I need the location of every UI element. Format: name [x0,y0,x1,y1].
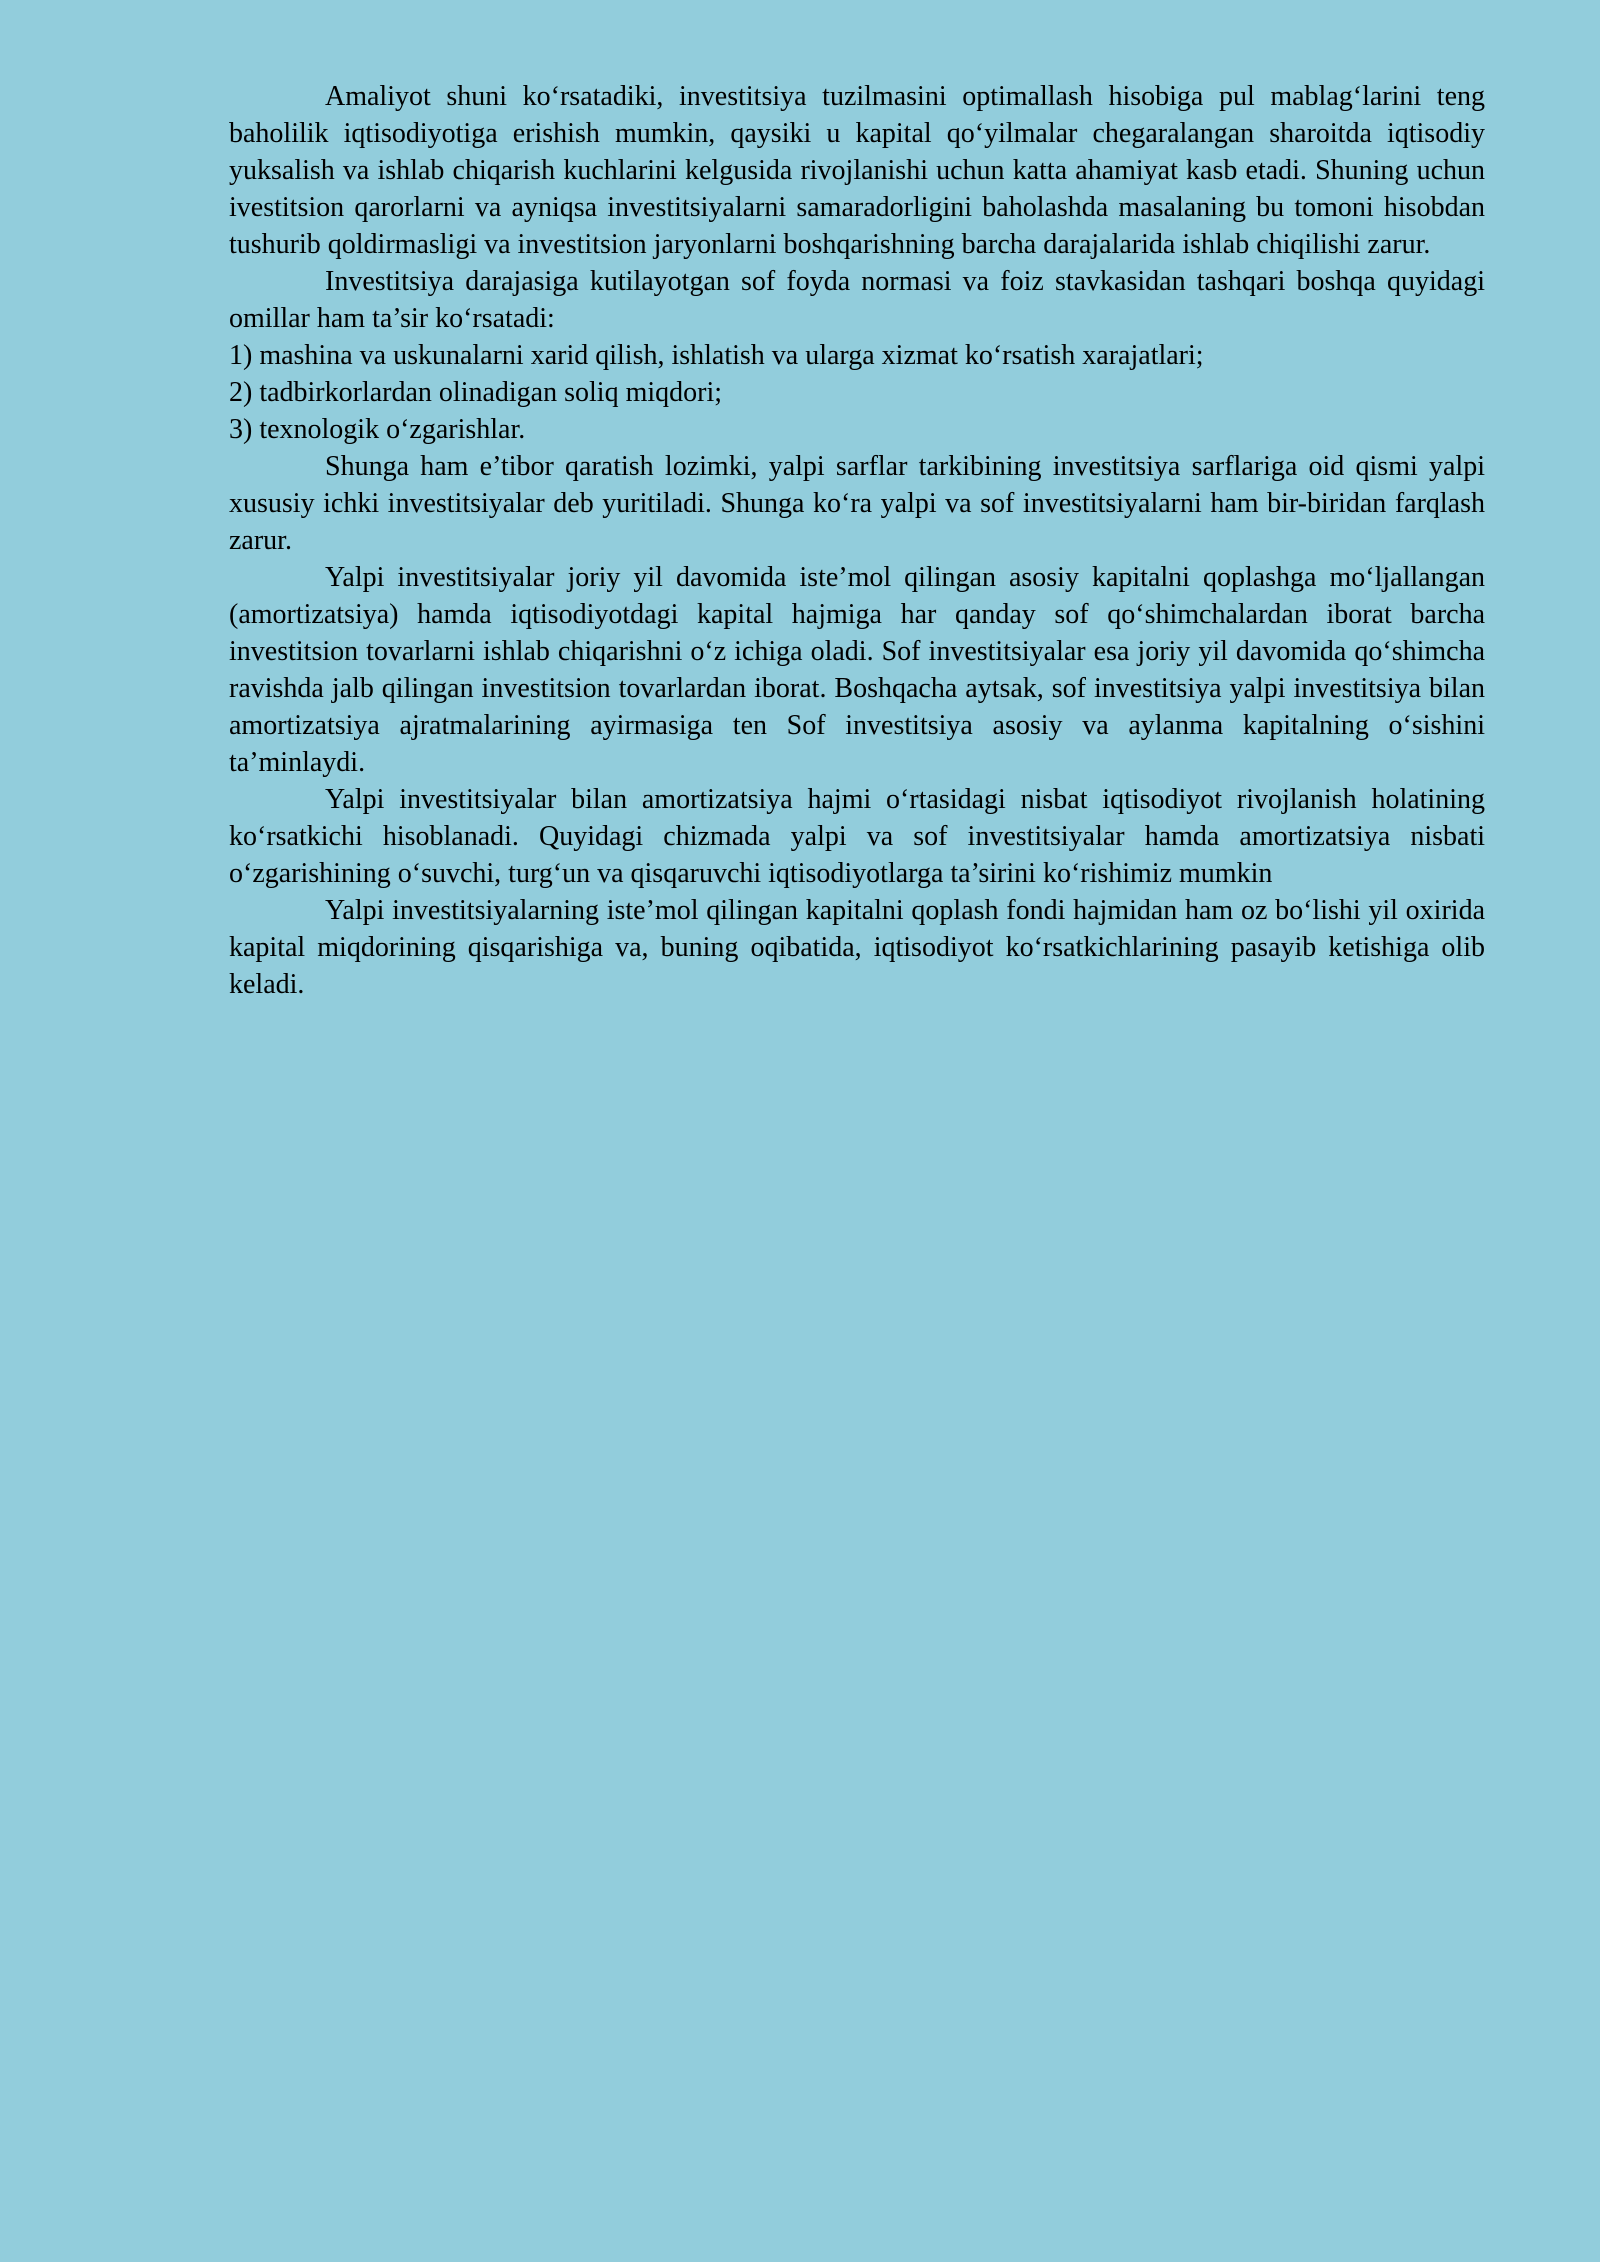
document-page [229,78,1485,1003]
paragraph-investment-factors: Investitsiya darajasiga kutilayotgan sof foyda normasi va foiz stavkasidan tashqari boshqa quyidagi omillar ham ta’sir ko‘rsatadi: [229,266,1485,334]
list-item-technology-changes: 3) texnologik o‘zgarishlar. [229,414,526,445]
paragraph-gross-private-investment: Shunga ham e’tibor qaratish lozimki, yalpi sarflar tarkibining investitsiya sarflariga oid qismi yalpi xususiy ichki investitsiyalar deb yuritiladi. Shunga ko‘ra yalpi va sof investitsiyalarni ham bir-biridan farqlash zarur. [229,451,1485,556]
list-item-tax-amount: 2) tadbirkorlardan olinadigan soliq miqdori; [229,377,723,408]
paragraph-capital-decline: Yalpi investitsiyalarning iste’mol qilingan kapitalni qoplash fondi hajmidan ham oz bo‘lishi yil oxirida kapital miqdorining qisqarishiga va, buning oqibatida, iqtisodiyot ko‘rsatkichlarining pasayib ketishiga olib keladi. [229,895,1485,1000]
paragraph-investment-amortization-ratio: Yalpi investitsiyalar bilan amortizatsiya hajmi o‘rtasidagi nisbat iqtisodiyot rivojlanish holatining ko‘rsatkichi hisoblanadi. Quyidagi chizmada yalpi va sof investitsiyalar hamda amortizatsiya nisbati o‘zgarishining o‘suvchi, turg‘un va qisqaruvchi iqtisodiyotlarga ta’sirini ko‘rishimiz mumkin [229,784,1485,889]
list-item-equipment-costs: 1) mashina va uskunalarni xarid qilish, ishlatish va ularga xizmat ko‘rsatish xarajatlari; [229,340,1204,371]
paragraph-gross-vs-net-investment: Yalpi investitsiyalar joriy yil davomida iste’mol qilingan asosiy kapitalni qoplashga mo‘ljallangan (amortizatsiya) hamda iqtisodiyotdagi kapital hajmiga har qanday sof qo‘shimchalardan iborat barcha investitsion tovarlarni ishlab chiqarishni o‘z ichiga oladi. Sof investitsiyalar esa joriy yil davomida qo‘shimcha ravishda jalb qilingan investitsion tovarlardan iborat. Boshqacha aytsak, sof investitsiya yalpi investitsiya bilan amortizatsiya ajratmalarining ayirmasiga ten Sof investitsiya asosiy va aylanma kapitalning o‘sishini ta’minlaydi. [229,562,1485,778]
paragraph-optimization: Amaliyot shuni ko‘rsatadiki, investitsiya tuzilmasini optimallash hisobiga pul mablag‘larini teng baholilik iqtisodiyotiga erishish mumkin, qaysiki u kapital qo‘yilmalar chegaralangan sharoitda iqtisodiy yuksalish va ishlab chiqarish kuchlarini kelgusida rivojlanishi uchun katta ahamiyat kasb etadi. Shuning uchun ivestitsion qarorlarni va ayniqsa investitsiyalarni samaradorligini baholashda masalaning bu tomoni hisobdan tushurib qoldirmasligi va investitsion jaryonlarni boshqarishning barcha darajalarida ishlab chiqilishi zarur. [229,81,1485,260]
